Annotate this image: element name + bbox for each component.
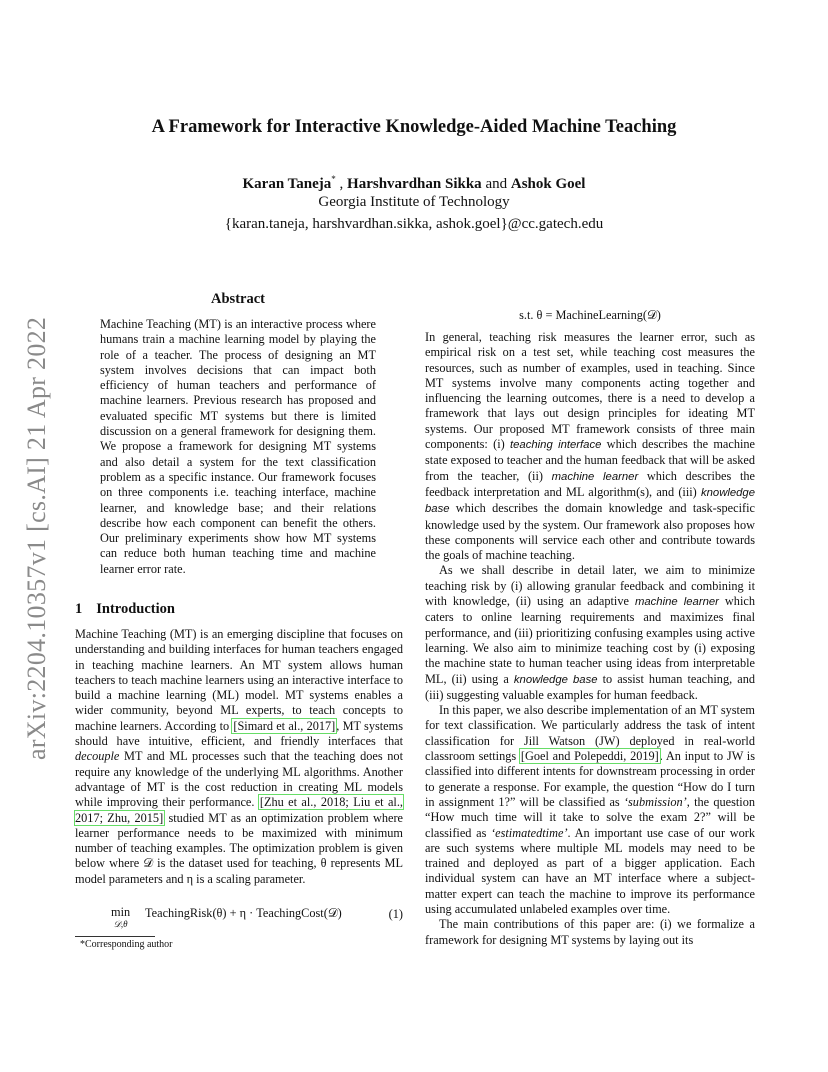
citation-link-goel[interactable]: [Goel and Polepeddi, 2019] (520, 749, 659, 764)
text-part: The main contributions of this paper are: (i) we formalize a framework for designing MT systems by laying out its (425, 917, 755, 947)
equation-body: TeachingRisk(θ) + η · TeachingCost(𝒟) (145, 906, 342, 920)
intro-text-part: , MT systems should have intuitive, efficient, and friendly interfaces that (75, 718, 403, 749)
text-part: In general, teaching risk measures the learner error, such as empirical risk on a test set, while teaching cost measures the resources, such as number of examples, used in teaching. Since MT systems involve many components acting together and influencing the learning outcomes, there is a need to develop a framework that lays out design principles for ideating MT systems. Our proposed MT framework consists of three main components: (i) (425, 330, 755, 452)
equation-min-label: min (111, 905, 131, 919)
constraint-equation: s.t. θ = MachineLearning(𝒟) (519, 308, 661, 322)
intro-text-part: MT and ML processes such that the teaching does not require any knowledge of the underlying ML algorithms. Another advantage of MT is the cost reduction in creating ML models while improving their performance. (75, 749, 403, 810)
author-2: Harshvardhan Sikka (347, 176, 482, 192)
intro-text-part: studied MT as an optimization problem where learner performance needs to be maximized with minimum number of teaching examples. The optimization problem is given below where 𝒟 is the dataset used for teaching, θ represents ML model parameters and η is a scaling parameter. (75, 810, 403, 886)
affiliation: Georgia Institute of Technology (318, 194, 510, 210)
author-3: Ashok Goel (510, 176, 586, 192)
author-separator: , (335, 176, 348, 192)
right-paragraph-2 (425, 563, 755, 703)
intro-text-part: Machine Teaching (MT) is an emerging discipline that focuses on understanding and building interfaces for human teachers engaged in teaching machine learners. An MT system allows human teachers to teach machine learners using an interactive interface to build a machine learning (ML) model. MT systems enables a wider community, beyond ML experts, to teach concepts to machine learners. According to (75, 627, 403, 733)
text-part: In this paper, we also describe implementation of an MT system for text classification. We particularly address the task of intent classification for Jill Watson (JW) deployed in real-world classroom settings (425, 703, 755, 764)
right-paragraph-3 (425, 703, 755, 917)
intro-text (75, 627, 403, 887)
author-and: and (481, 176, 511, 192)
term-machine-learner: machine learner (551, 470, 639, 483)
footnote-rule (75, 936, 155, 937)
text-part: As we shall describe in detail later, we aim to minimize teaching risk by (i) allowing granular feedback and combining it with knowledge, (ii) using an adaptive (425, 563, 755, 609)
abstract-body: Machine Teaching (MT) is an interactive process where humans train a machine learning model by playing the role of a teacher. The process of designing an MT system involves decisions that can impact both efficiency of human teachers and performance of machine learners. Previous research has proposed and evaluated specific MT systems but there is limited discussion on a general framework for designing them. We propose a framework for designing MT systems and also detail a system for the text classification problem as a specific instance. Our framework focuses on three components i.e. teaching interface, machine learner, and knowledge base; and their relations describe how each component can benefit the others. Our preliminary experiments show how MT systems can reduce both human teaching time and machine learner error rate. (100, 317, 376, 576)
emphasis-estimatedtime: ‘estimatedtime’ (491, 825, 568, 840)
corresponding-mark: * (331, 174, 336, 184)
author-line (0, 174, 828, 193)
term-knowledge-base: knowledge base (513, 673, 598, 686)
equation-min-subscript: 𝒟,θ (113, 919, 128, 929)
abstract-heading: Abstract (211, 291, 265, 307)
section-number: 1 (75, 601, 83, 617)
text-part: . An input to JW is classified into different intents for downstream processing in order to generate a response. For example, the question “How do I turn in assignment 1?” will be classified as (425, 749, 756, 809)
text-part: which describes the feedback interpretation and ML algorithm(s), and (iii) (425, 468, 755, 499)
equation-min-operator (111, 905, 130, 929)
right-column (425, 330, 755, 948)
citation-link-zhu-liu[interactable]: [Zhu et al., 2018; Liu et al., 2017; Zhu, 2015] (75, 795, 403, 825)
footnote: *Corresponding author (80, 939, 173, 950)
arxiv-stamp: arXiv:2204.10357v1 [cs.AI] 21 Apr 2022 (22, 316, 51, 760)
citation-link-simard[interactable]: [Simard et al., 2017] (233, 718, 336, 733)
text-part: , the question “How much time will it take to solve the exam 2?” will be classified as (425, 794, 755, 840)
term-teaching-interface: teaching interface (510, 439, 602, 452)
text-part: which describes the machine state exposed to teacher and the human feedback that will be asked from the teacher, (ii) (425, 437, 755, 483)
email-line: {karan.taneja, harshvardhan.sikka, ashok.goel}@cc.gatech.edu (224, 216, 604, 232)
term-machine-learner: machine learner (634, 596, 719, 609)
section-heading-introduction (75, 601, 175, 618)
equation-number: (1) (388, 907, 403, 921)
term-knowledge-base: knowledge base (425, 486, 755, 516)
text-part: to assist human teaching, and (iii) suggesting valuable examples for human feedback. (425, 671, 755, 702)
text-part: which describes the domain knowledge and task-specific knowledge used by the system. Our framework also proposes how these components will service each other and contribute towards the goals of machine teaching. (425, 501, 755, 563)
right-paragraph-4 (425, 917, 755, 948)
paper-title: A Framework for Interactive Knowledge-Aided Machine Teaching (151, 117, 677, 137)
author-1: Karan Taneja (242, 176, 332, 192)
emphasis-decouple: decouple (75, 749, 120, 764)
intro-paragraph (75, 627, 403, 887)
right-paragraph-1 (425, 330, 755, 563)
text-part: which caters to online learning requirements and maximizes final performance, and (iii) prioritizing confusing examples using active learning. We also aim to minimize teaching cost by (i) exposing the machine state to human teacher using ideas from interpretable ML, (ii) using a (425, 594, 755, 686)
emphasis-submission: ‘submission’ (623, 794, 687, 809)
section-title: Introduction (96, 601, 175, 617)
text-part: . An important use case of our work are such systems where multiple ML models may need to be trained and deployed as part of a bigger application. Each individual system can have an MT interface where a subject-matter expert can teach the machine to improve its performance using accumulated unlabeled examples over time. (425, 825, 755, 916)
